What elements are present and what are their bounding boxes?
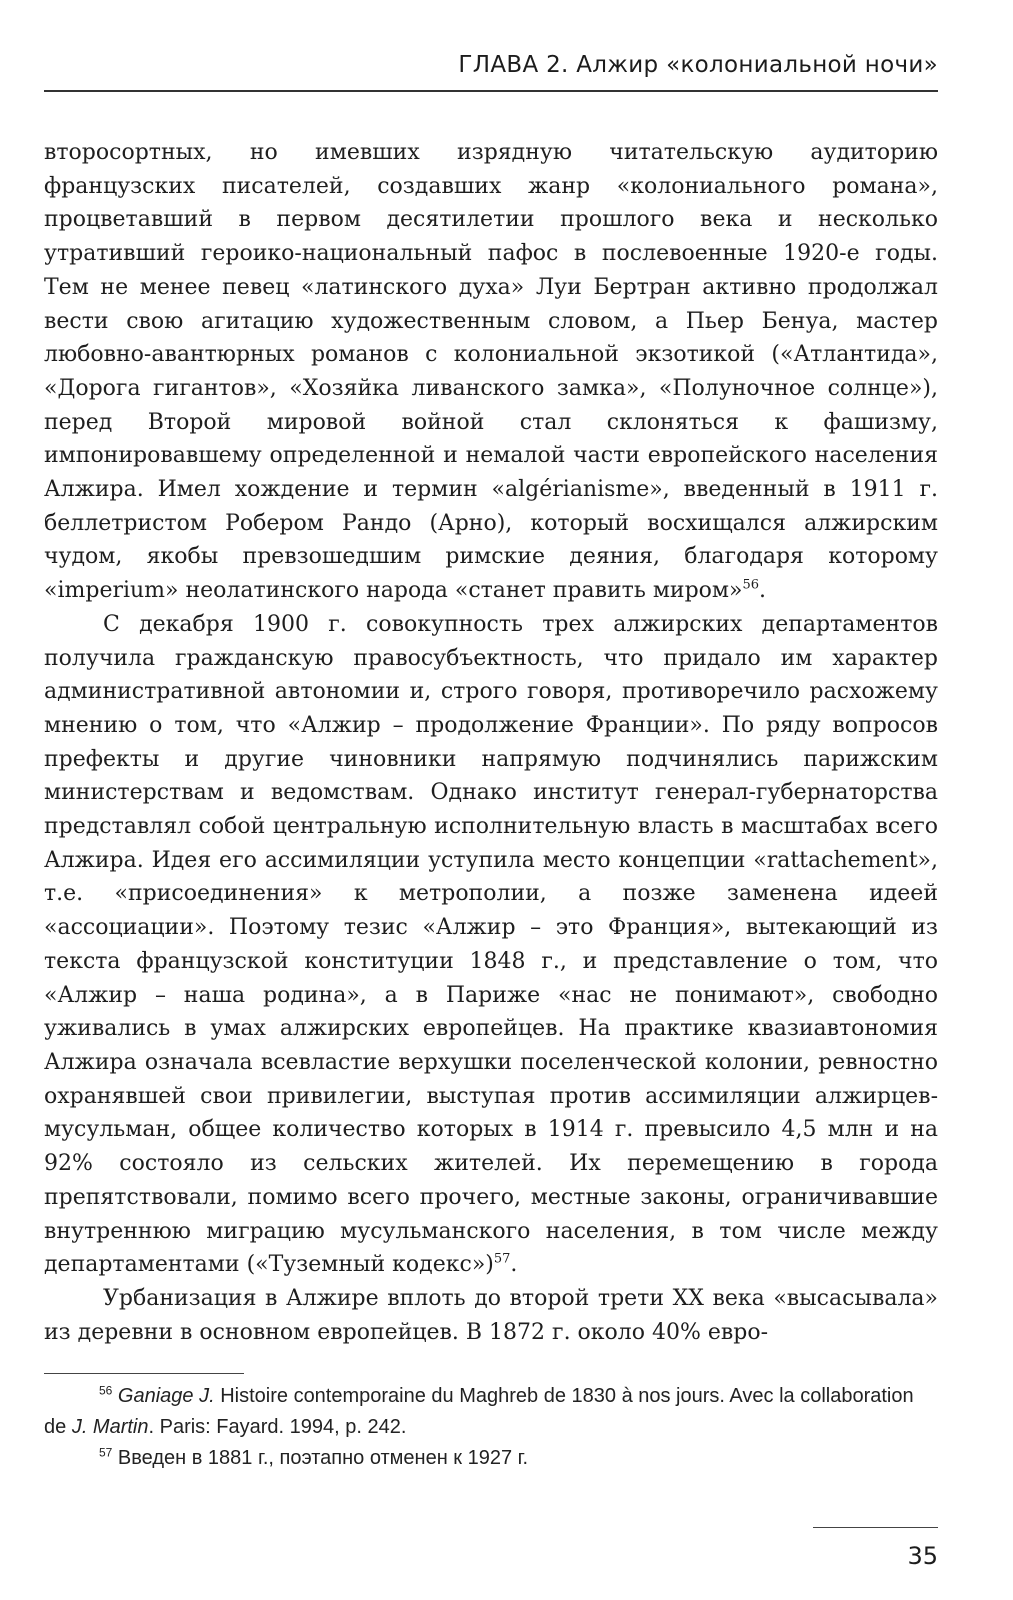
footnote-author: Ganiage J. (117, 1385, 215, 1407)
paragraph-1-text: второсортных, но имевших изрядную читательскую аудиторию французских писателей, создавших жанр «колониального романа», процветавший в первом десятилетии прошлого века и несколько утративший героико-национальный пафос в послевоенные 1920-е годы. Тем не менее певец «латинского духа» Луи Бертран активно продолжал вести свою агитацию художественным словом, а Пьер Бенуа, мастер любовно-авантюрных романов с колониальной экзотикой («Атлантида», «Дорога гигантов», «Хозяйка ливанского замка», «Полуночное солнце»), перед Второй мировой войной стал склоняться к фашизму, импонировавшему определенной и немалой части европейского населения Алжира. Имел хождение и термин «algérianisme», введенный в 1911 г. беллетристом Робером Рандо (Арно), который восхищался алжирским чудом, якобы превзошедшим римские деяния, благодаря которому «imperium» неолатинского народа «станет править миром» (44, 140, 938, 604)
footnote-ref-56[interactable]: 56 (742, 577, 760, 593)
footnote-text: Histoire contemporaine du Maghreb de 1830 à nos jours. Avec la collaboration de (44, 1385, 914, 1438)
footnotes (44, 1381, 938, 1474)
paragraph-2-text: С декабря 1900 г. совокупность трех алжирских департаментов получила гражданскую правосубъектность, что придало им характер административной автономии и, строго говоря, противоречило расхожему мнению о том, что «Алжир – продолжение Франции». По ряду вопросов префекты и другие чиновники напрямую подчинялись парижским министерствам и ведомствам. Однако институт генерал-губернаторства представлял собой центральную исполнительную власть в масштабах всего Алжира. Идея его ассимиляции уступила место концепции «rattachement», т.е. «присоединения» к метрополии, а позже заменена идеей «ассоциации». Поэтому тезис «Алжир – это Франция», вытекающий из текста французской конституции 1848 г., и представление о том, что «Алжир – наша родина», а в Париже «нас не понимают», свободно уживались в умах алжирских европейцев. На практике квазиавтономия Алжира означала всевластие верхушки поселенческой колонии, ревностно охранявшей свои привилегии, выступая против ассимиляции алжирцев-мусульман, общее количество которых в 1914 г. превысило 4,5 млн и на 92% состояло из сельских жителей. Их перемещению в города препятствовали, помимо всего прочего, местные законы, ограничивавшие внутреннюю миграцию мусульманского населения, в том числе между департаментами («Туземный кодекс») (44, 611, 938, 1278)
paragraph-2-tail: . (510, 1252, 518, 1278)
footnote-ref-57[interactable]: 57 (493, 1251, 511, 1267)
paragraph-3: Урбанизация в Алжире вплоть до второй трети XX века «высасывала» из деревни в основном европейцев. В 1872 г. около 40% евро- (44, 1285, 938, 1345)
footnote-number: 57 (99, 1445, 113, 1460)
page-number: 35 (907, 1542, 938, 1570)
footnote-text: Введен в 1881 г., поэтапно отменен к 1927 г. (112, 1447, 529, 1469)
footnote-text: . Paris: Fayard. 1994, p. 242. (148, 1416, 407, 1438)
paragraph-1 (44, 136, 938, 608)
footnote-number: 56 (99, 1383, 113, 1398)
paragraph-1-tail: . (759, 578, 767, 604)
main-text (44, 136, 938, 1349)
footnote-56 (44, 1381, 938, 1443)
running-head: ГЛАВА 2. Алжир «колониальной ночи» (458, 52, 938, 78)
page-number-rule (813, 1527, 938, 1528)
footnote-separator (44, 1373, 244, 1374)
paragraph-2 (44, 608, 938, 1282)
footnote-57 (44, 1443, 938, 1474)
header-rule (44, 90, 938, 92)
footnote-collaborator: J. Martin (71, 1416, 149, 1438)
